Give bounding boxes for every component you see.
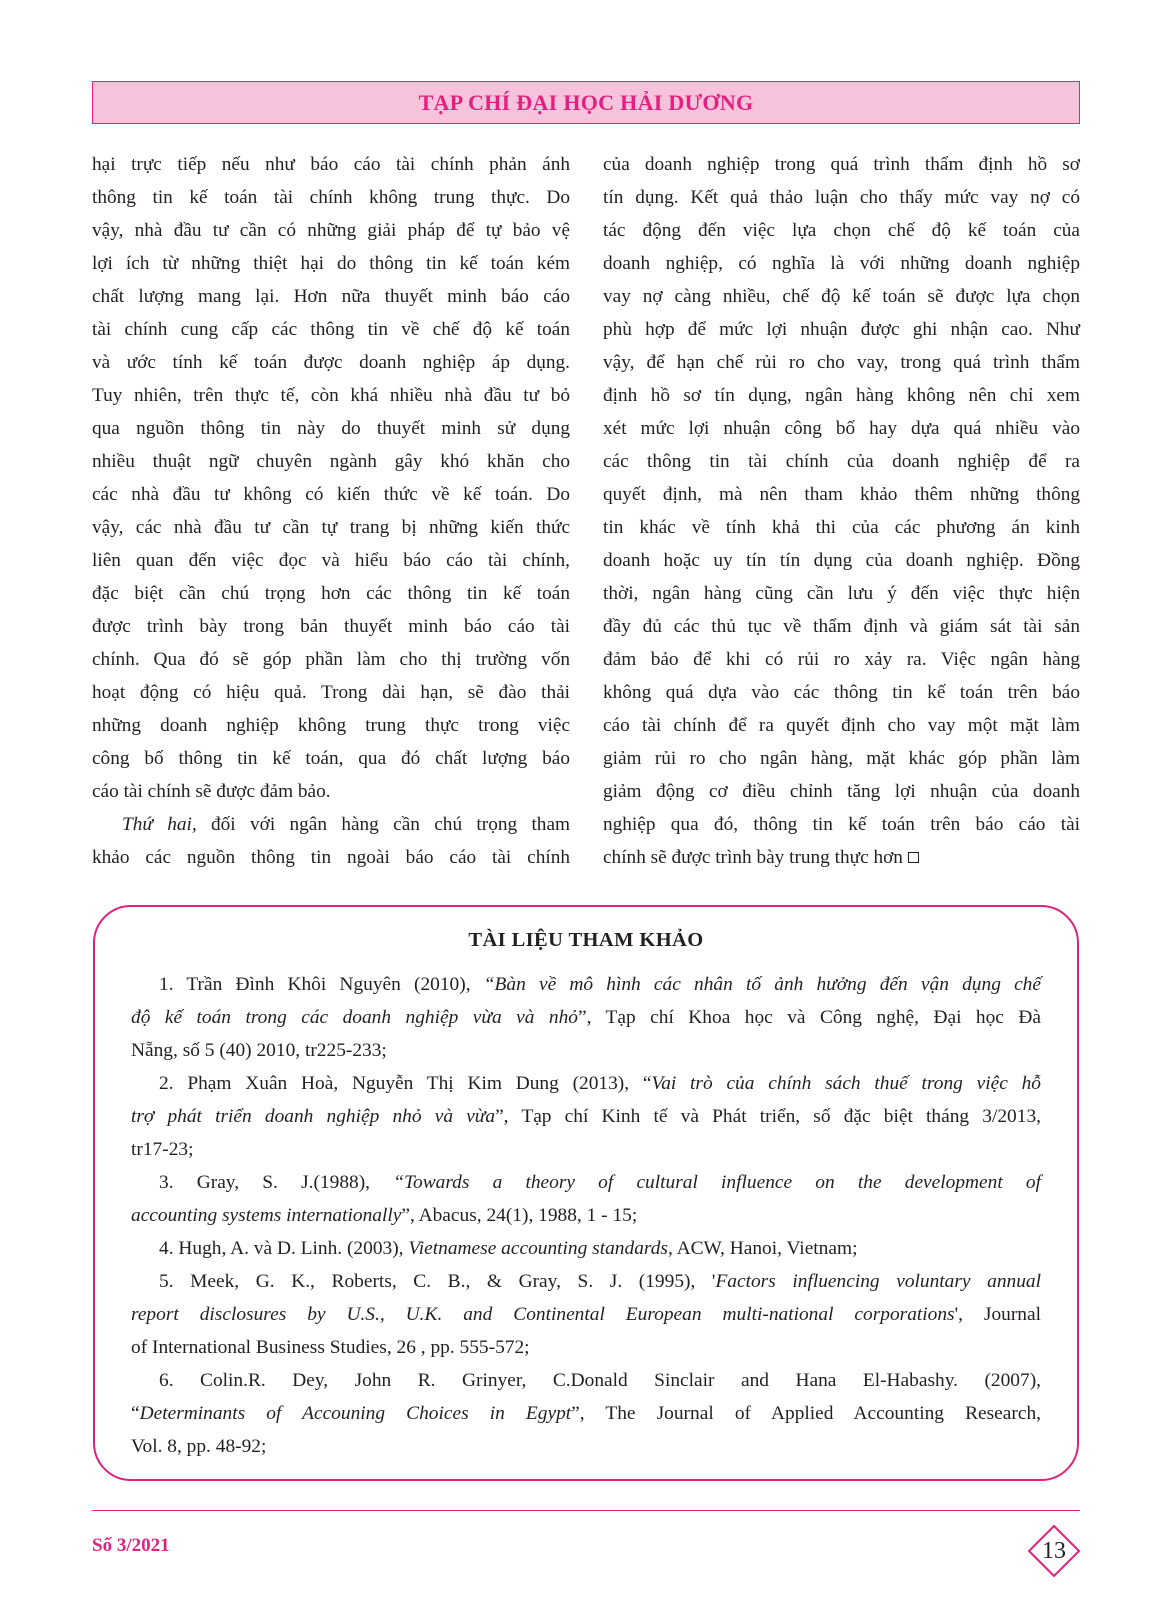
- text-span: 4. Hugh, A. và D. Linh. (2003),: [159, 1238, 409, 1259]
- text-line-end: [603, 841, 1080, 874]
- issue-label: Số 3/2021: [92, 1535, 170, 1556]
- text-line: và ước tính kế toán được doanh nghiệp áp dụng.: [92, 352, 570, 373]
- text-line: lợi ích từ những thiệt hại do thông tin kế toán kém: [92, 253, 570, 274]
- text-line: những doanh nghiệp không trung thực trong việc: [92, 715, 570, 736]
- reference-1-line: Nẵng, số 5 (40) 2010, tr225-233;: [131, 1040, 387, 1061]
- text-span: “: [131, 1403, 140, 1424]
- reference-4-line: [131, 1232, 1041, 1265]
- italic-span: Factors influencing voluntary annual: [715, 1271, 1041, 1292]
- text-span: chính sẽ được trình bày trung thực hơn: [603, 847, 903, 868]
- text-line: doanh nghiệp, có nghĩa là với những doanh nghiệp: [603, 253, 1080, 274]
- reference-6-line: [131, 1397, 1041, 1430]
- text-line: qua nguồn thông tin này do thuyết minh sử dụng: [92, 418, 570, 439]
- reference-2-line: tr17-23;: [131, 1139, 194, 1160]
- text-span: ”, The Journal of Applied Accounting Research,: [571, 1403, 1041, 1424]
- text-line: cáo tài chính để ra quyết định cho vay một mặt làm: [603, 715, 1080, 736]
- italic-span: accounting systems internationally: [131, 1205, 402, 1226]
- text-line: thời, ngân hàng cũng cần lưu ý đến việc thực hiện: [603, 583, 1080, 604]
- text-line: hại trực tiếp nếu như báo cáo tài chính phản ánh: [92, 154, 570, 175]
- text-line: thông tin kế toán tài chính không trung thực. Do: [92, 187, 570, 208]
- reference-1-line: [131, 968, 1041, 1001]
- text-line: đảm bảo để khi có rủi ro xảy ra. Việc ngân hàng: [603, 649, 1080, 670]
- text-line: nghiệp qua đó, thông tin kế toán trên báo cáo tài: [603, 814, 1080, 835]
- reference-5-line: of International Business Studies, 26 , pp. 555-572;: [131, 1337, 530, 1358]
- page-number-badge: [1026, 1523, 1082, 1579]
- references-box: [93, 905, 1079, 1481]
- italic-span: Vietnamese accounting standards: [408, 1238, 668, 1259]
- italic-span: “Bàn về mô hình các nhân tố ảnh hưởng đến vận dụng chế: [483, 974, 1041, 995]
- italic-span: report disclosures by U.S., U.K. and Continental European multi-national corporations: [131, 1304, 955, 1325]
- paragraph-second-start: [92, 808, 570, 841]
- text-line: tài chính cung cấp các thông tin về chế độ kế toán: [92, 319, 570, 340]
- text-line: được trình bày trong bản thuyết minh báo cáo tài: [92, 616, 570, 637]
- page-number: 13: [1042, 1537, 1066, 1564]
- text-span: 5. Meek, G. K., Roberts, C. B., & Gray, S. J. (1995), ': [159, 1271, 716, 1292]
- reference-6-line: Vol. 8, pp. 48-92;: [131, 1436, 267, 1457]
- reference-2-line: [131, 1100, 1041, 1133]
- reference-3-line: [131, 1199, 1041, 1232]
- text-line: chất lượng mang lại. Hơn nữa thuyết minh báo cáo: [92, 286, 570, 307]
- italic-lead: Thứ hai,: [122, 814, 197, 835]
- reference-6-line: 6. Colin.R. Dey, John R. Grinyer, C.Donald Sinclair and Hana El-Habashy. (2007),: [159, 1370, 1041, 1391]
- text-line: Tuy nhiên, trên thực tế, còn khá nhiều nhà đầu tư bỏ: [92, 385, 570, 406]
- text-line: giảm rủi ro cho ngân hàng, mặt khác góp phần làm: [603, 748, 1080, 769]
- text-line: phù hợp để mức lợi nhuận được ghi nhận cao. Như: [603, 319, 1080, 340]
- text-line: không quá dựa vào các thông tin kế toán trên báo: [603, 682, 1080, 703]
- text-line: tín dụng. Kết quả thảo luận cho thấy mức vay nợ có: [603, 187, 1080, 208]
- text-line: doanh hoặc uy tín tín dụng của doanh nghiệp. Đồng: [603, 550, 1080, 571]
- reference-3-line: [131, 1166, 1041, 1199]
- text-line: xét mức lợi nhuận công bố hay dựa quá nhiều vào: [603, 418, 1080, 439]
- text-line: vay nợ càng nhiều, chế độ kế toán sẽ được lựa chọn: [603, 286, 1080, 307]
- text-line: quyết định, mà nên tham khảo thêm những thông: [603, 484, 1080, 505]
- italic-span: Vai trò của chính sách thuế trong việc hỗ: [651, 1073, 1041, 1094]
- references-list: [131, 968, 1041, 1463]
- text-line: hoạt động có hiệu quả. Trong dài hạn, sẽ đào thải: [92, 682, 570, 703]
- text-line: định hồ sơ tín dụng, ngân hàng không nên chỉ xem: [603, 385, 1080, 406]
- reference-1-line: [131, 1001, 1041, 1034]
- text-line: liên quan đến việc đọc và hiểu báo cáo tài chính,: [92, 550, 570, 571]
- text-span: đối với ngân hàng cần chú trọng tham: [196, 814, 571, 835]
- text-span: ', Journal: [954, 1304, 1041, 1325]
- text-span: 3. Gray, S. J.(1988),: [159, 1172, 394, 1193]
- footer-divider: [92, 1510, 1080, 1511]
- italic-span: trợ phát triển doanh nghiệp nhỏ và vừa: [131, 1106, 496, 1127]
- italic-span: độ kế toán trong các doanh nghiệp vừa và nhỏ: [131, 1007, 578, 1028]
- text-line: chính. Qua đó sẽ góp phần làm cho thị trường vốn: [92, 649, 570, 670]
- italic-span: Determinants of Accouning Choices in Egypt: [139, 1403, 572, 1424]
- text-span: ”, Tạp chí Kinh tế và Phát triển, số đặc biệt tháng 3/2013,: [495, 1106, 1041, 1127]
- text-line: tin khác về tính khả thi của các phương án kinh: [603, 517, 1080, 538]
- text-span: , ACW, Hanoi, Vietnam;: [667, 1238, 858, 1259]
- text-span: 1. Trần Đình Khôi Nguyên (2010),: [159, 974, 484, 995]
- text-span: ”, Abacus, 24(1), 1988, 1 - 15;: [401, 1205, 638, 1226]
- journal-title: TẠP CHÍ ĐẠI HỌC HẢI DƯƠNG: [418, 89, 754, 115]
- text-line: công bố thông tin kế toán, qua đó chất lượng báo: [92, 748, 570, 769]
- journal-header: [92, 81, 1080, 124]
- text-line: vậy, nhà đầu tư cần có những giải pháp để tự bảo vệ: [92, 220, 570, 241]
- text-line: giảm động cơ điều chỉnh tăng lợi nhuận của doanh: [603, 781, 1080, 802]
- text-line: các thông tin tài chính của doanh nghiệp để ra: [603, 451, 1080, 472]
- italic-span: “Towards a theory of cultural influence on the development of: [393, 1172, 1041, 1193]
- text-line: đặc biệt cần chú trọng hơn các thông tin kế toán: [92, 583, 570, 604]
- text-line: tác động đến việc lựa chọn chế độ kế toán của: [603, 220, 1080, 241]
- left-column: [92, 148, 570, 874]
- end-of-article-icon: [908, 852, 919, 863]
- text-span: 2. Phạm Xuân Hoà, Nguyễn Thị Kim Dung (2013), “: [159, 1073, 652, 1094]
- text-line: của doanh nghiệp trong quá trình thẩm định hồ sơ: [603, 154, 1080, 175]
- text-line: vậy, để hạn chế rủi ro cho vay, trong quá trình thẩm: [603, 352, 1080, 373]
- reference-5-line: [131, 1298, 1041, 1331]
- text-line: cáo tài chính sẽ được đảm bảo.: [92, 781, 331, 802]
- text-line: khảo các nguồn thông tin ngoài báo cáo tài chính: [92, 847, 570, 868]
- text-line: vậy, các nhà đầu tư cần tự trang bị những kiến thức: [92, 517, 570, 538]
- right-column: [603, 148, 1080, 874]
- references-title: TÀI LIỆU THAM KHẢO: [468, 929, 704, 951]
- reference-5-line: [131, 1265, 1041, 1298]
- text-span: ”, Tạp chí Khoa học và Công nghệ, Đại học Đà: [577, 1007, 1041, 1028]
- text-line: các nhà đầu tư không có kiến thức về kế toán. Do: [92, 484, 570, 505]
- text-line: nhiều thuật ngữ chuyên ngành gây khó khăn cho: [92, 451, 570, 472]
- reference-2-line: [131, 1067, 1041, 1100]
- text-line: đầy đủ các thủ tục về thẩm định và giám sát tài sản: [603, 616, 1080, 637]
